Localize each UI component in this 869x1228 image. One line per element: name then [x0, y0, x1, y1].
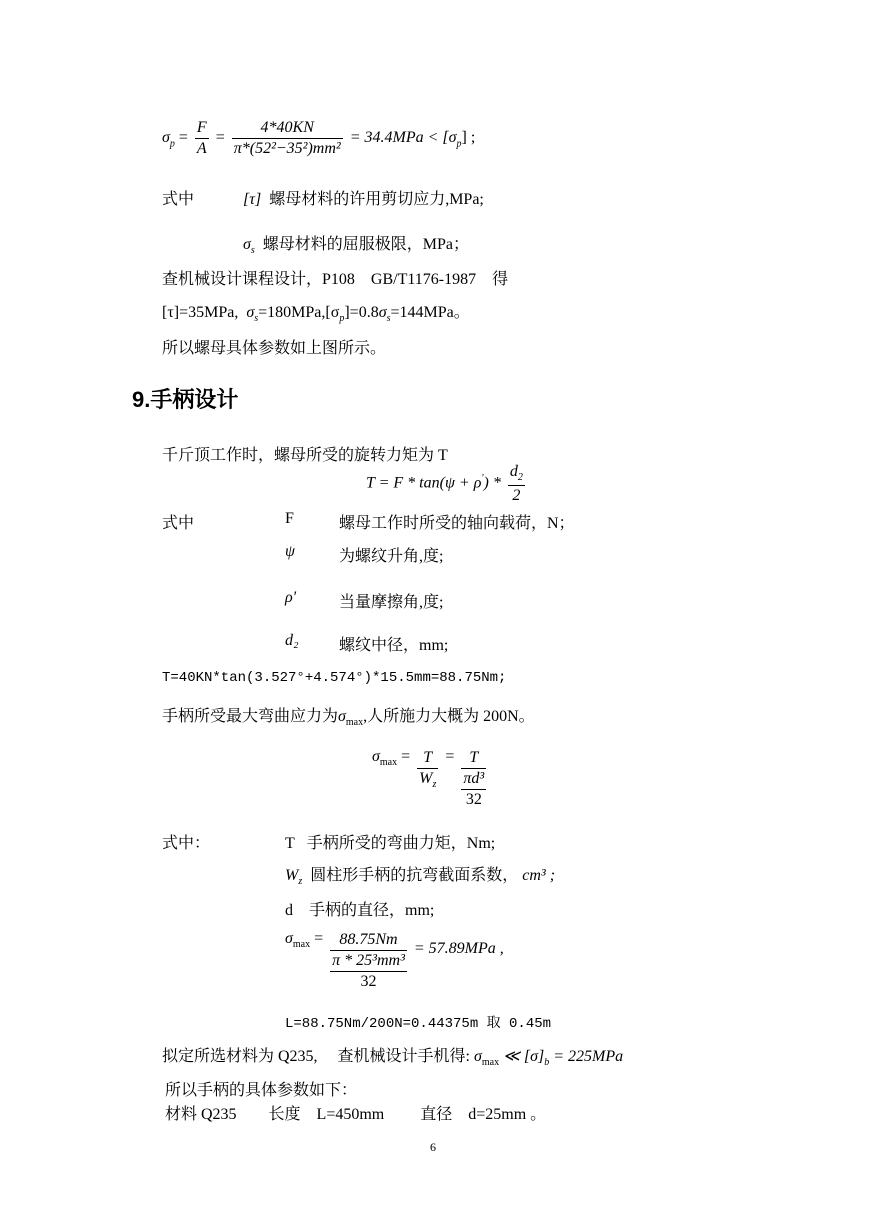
sigma-s-definition: $\sigma_s$ 螺母材料的屈服极限，MPa；: [243, 236, 470, 257]
torque-frac-num: d: [509, 463, 518, 480]
torque-calc: T=40KN*tan(3.527°+4.574°)*15.5mm=88.75Nm;: [162, 670, 507, 686]
where-label-1: 式中: [162, 191, 195, 208]
material-line: 拟定所选材料为 Q235, 查机械设计手机得: $\sigma_{max}$ ≪ $[\sigma]_b = 225MPa$: [162, 1048, 624, 1069]
frac2-numerator: 4*40KN: [232, 118, 343, 139]
torque-frac-den: 2: [512, 486, 521, 504]
torque-intro: 千斤顶工作时，螺母所受的旋转力矩为 T: [162, 447, 448, 464]
section-heading: 9.手柄设计: [132, 387, 239, 412]
nut-params-line: 所以螺母具体参数如上图所示。: [162, 340, 387, 357]
lookup-line: 查机械设计课程设计，P108 GB/T1176-1987 得: [162, 271, 509, 288]
where-label-2: 式中: [162, 515, 195, 532]
where2-desc-rho: 当量摩擦角,度;: [339, 594, 444, 611]
where2-desc-psi: 为螺纹升角,度;: [339, 548, 444, 565]
where2-symbol-rho: ρ': [285, 589, 297, 606]
where2-desc-d2: 螺纹中径，mm;: [339, 637, 449, 654]
torque-formula: T = F * tan(ψ + ρ') * $\frac{d_2}{2}$: [366, 463, 523, 504]
sigma-max-formula: $\sigma_{max}$ = $\frac{T}{W_z}$ = T πd³ 32: [372, 748, 485, 808]
where2-desc-f: 螺母工作时所受的轴向载荷，N；: [339, 515, 575, 532]
sigma-calc: $\sigma_{max}$ = 88.75Nm π * 25³mm³ 32 = 57.89MPa ,: [285, 930, 504, 990]
frac1-denominator: A: [196, 140, 207, 157]
frac1-numerator: F: [195, 118, 209, 139]
where2-symbol-psi: ψ: [285, 543, 295, 560]
where3-item-t: T 手柄所受的弯曲力矩，Nm;: [285, 835, 496, 852]
where2-symbol-d2: d₂: [285, 632, 299, 649]
where3-item-wz: $W_z$ 圆柱形手柄的抗弯截面系数， cm³ ;: [285, 867, 556, 888]
length-calc: L=88.75Nm/200N=0.44375m 取 0.45m: [285, 1016, 552, 1032]
where3-item-d: d 手柄的直径，mm;: [285, 902, 435, 919]
where2-symbol-f: F: [285, 510, 294, 527]
formula-sigma-p: $\sigma_p$ = $\frac{F}{A}$ = $\frac{4*40KN}{\text{π*(52²−35²)mm²}}$ = $34.4MPa < [\sigma_p]$ ;: [162, 119, 476, 157]
handle-params: 材料 Q235 长度 L=450mm 直径 d=25mm 。: [165, 1106, 547, 1123]
handle-params-intro: 所以手柄的具体参数如下：: [165, 1082, 358, 1099]
where-label-3: 式中：: [162, 835, 211, 852]
frac2-denominator: π*(52²−35²)mm²: [233, 140, 341, 157]
values-line: [τ]=35MPa, $\sigma_s=180MPa,[\sigma_p]=0.8\sigma_s=144MPa$。: [162, 304, 470, 325]
tau-definition: [τ] 螺母材料的许用剪切应力,MPa;: [243, 191, 484, 208]
stress-intro: 手柄所受最大弯曲应力为$\sigma_{max}$,人所施力大概为 200N。: [162, 708, 535, 729]
page-number: 6: [430, 1140, 436, 1154]
